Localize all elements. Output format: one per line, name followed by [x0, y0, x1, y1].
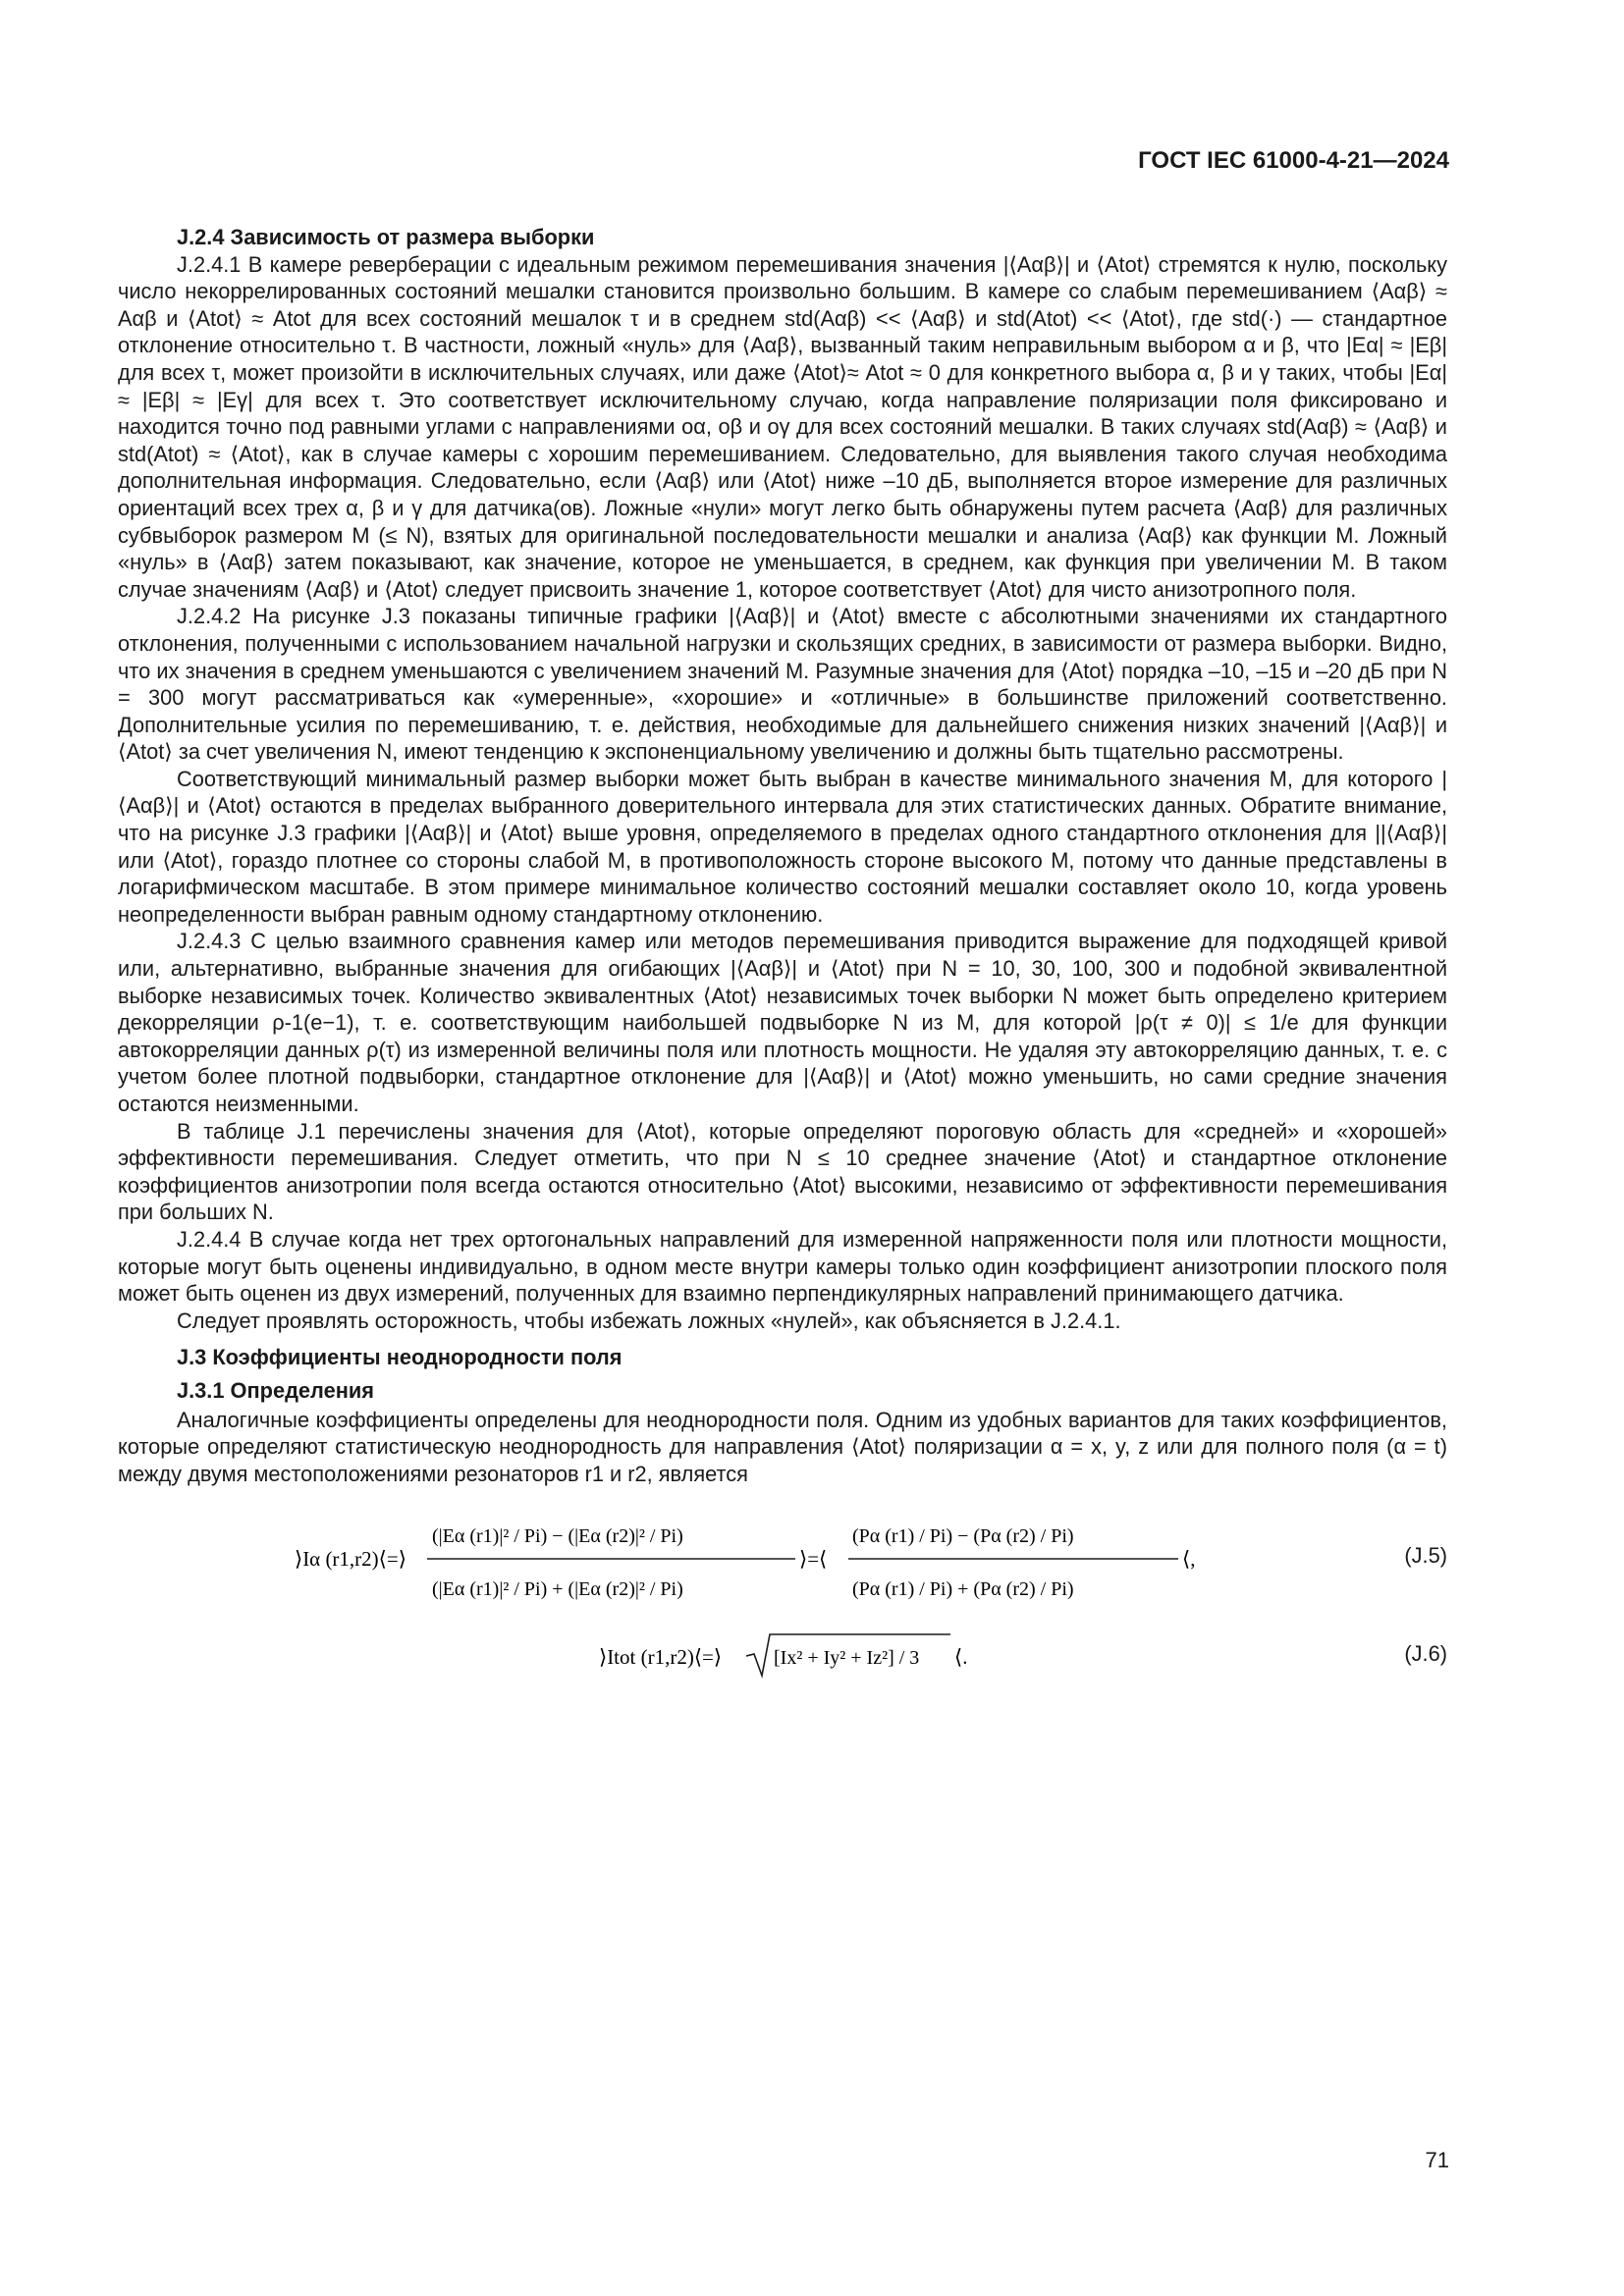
section-heading-j3: J.3 Коэффициенты неоднородности поля — [177, 1345, 623, 1370]
formula-j5-numerator-right: (Pα (r1) / Pi) − (Pα (r2) / Pi) — [852, 1525, 1074, 1548]
paragraph-caution: Следует проявлять осторожность, чтобы избежать ложных «нулей», как объясняется в J.2.4.1. — [177, 1308, 1121, 1333]
formula-j5-tail: ⟨, — [1182, 1547, 1196, 1572]
formula-j6-radicand: [Ix² + Iy² + Iz²] / 3 — [774, 1647, 920, 1670]
formula-j5-denominator-right: (Pα (r1) / Pi) + (Pα (r2) / Pi) — [852, 1578, 1074, 1601]
formula-j5-equals: ⟩=⟨ — [799, 1547, 828, 1572]
formula-j5-graphic — [118, 1505, 1296, 1615]
paragraph-j31: Аналогичные коэффициенты определены для неоднородности поля. Одним из удобных вариантов для таких коэффициентов, которые определяют статистическую неоднородность для направления ⟨Atot⟩ поляризации α = x, y, z или для полного поля (α = t) между двумя местоположениями резонаторов r1 и r2, является — [118, 1407, 1447, 1486]
formula-j6-tail: ⟨. — [954, 1645, 968, 1670]
formula-j5-denominator-left: (|Eα (r1)|² / Pi) + (|Eα (r2)|² / Pi) — [432, 1578, 683, 1601]
formula-j6 — [118, 1629, 1447, 1689]
paragraph-j244: J.2.4.4 В случае когда нет трех ортогональных направлений для измеренной напряженности поля или плотности мощности, которые могут быть оценены индивидуально, в одном месте внутри камеры только один коэффициент анизотропии плоского поля может быть оценен из двух измерений, полученных для взаимно перпендикулярных направлений принимающего датчика. — [118, 1226, 1447, 1307]
page-number: 71 — [1425, 2148, 1449, 2172]
paragraph-j243: J.2.4.3 С целью взаимного сравнения камер или методов перемешивания приводится выражение для подходящей кривой или, альтернативно, выбранные значения для огибающих |⟨Aαβ⟩| и ⟨Atot⟩ при N = 10, 30, 100, 300 и подобной эквивалентной выборке независимых точек. Количество эквивалентных ⟨Atot⟩ независимых точек выборки N может быть определено критерием декорреляции ρ-1(e−1), т. е. соответствующим наибольшей подвыборке N из M, для которой |ρ(τ ≠ 0)| ≤ 1/e для функции автокорреляции данных ρ(τ) из измеренной величины поля или плотность мощности. Не удаляя эту автокорреляцию данных, т. е. с учетом более плотной подвыборки, стандартное отклонение для |⟨Aαβ⟩| и ⟨Atot⟩ можно уменьшить, но сами средние значения остаются неизменными. — [118, 929, 1447, 1116]
paragraph-j242: J.2.4.2 На рисунке J.3 показаны типичные графики |⟨Aαβ⟩| и ⟨Atot⟩ вместе с абсолютными значениями их стандартного отклонения, полученными с использованием начальной нагрузки и скользящих средних, в зависимости от размера выборки. Видно, что их значения в среднем уменьшаются с увеличением значений M. Разумные значения для ⟨Atot⟩ порядка –10, –15 и –20 дБ при N = 300 могут рассматриваться как «умеренные», «хорошие» и «отличные» в большинстве приложений соответственно. Дополнительные усилия по перемешиванию, т. е. действия, необходимые для дальнейшего снижения низких значений |⟨Aαβ⟩| и ⟨Atot⟩ за счет увеличения N, имеют тенденцию к экспоненциальному увеличению и должны быть тщательно рассмотрены. — [118, 604, 1447, 765]
formula-j6-lhs: ⟩Itot (r1,r2)⟨=⟩ — [599, 1645, 723, 1670]
formula-j5 — [118, 1505, 1447, 1615]
section-heading-j24: J.2.4 Зависимость от размера выборки — [177, 225, 595, 249]
formula-j6-graphic — [118, 1629, 1296, 1689]
section-heading-j31: J.3.1 Определения — [177, 1377, 375, 1403]
paragraph-min-sample: Соответствующий минимальный размер выборки может быть выбран в качестве минимального значения M, для которого |⟨Aαβ⟩| и ⟨Atot⟩ остаются в пределах выбранного доверительного интервала для этих статистических данных. Обратите внимание, что на рисунке J.3 графики |⟨Aαβ⟩| и ⟨Atot⟩ выше уровня, определяемого в пределах одного стандартного отклонения для ||⟨Aαβ⟩| или ⟨Atot⟩, гораздо плотнее со стороны слабой M, в противоположность стороне высокого M, потому что данные представлены в логарифмическом масштабе. В этом примере минимальное количество состояний мешалки составляет около 10, когда уровень неопределенности выбран равным одному стандартному отклонению. — [118, 766, 1447, 927]
formula-j5-numerator-left: (|Eα (r1)|² / Pi) − (|Eα (r2)|² / Pi) — [432, 1525, 683, 1548]
document-header: ГОСТ IEC 61000-4-21—2024 — [1138, 147, 1449, 174]
formula-j5-number: (J.5) — [1404, 1543, 1447, 1569]
formula-j6-number: (J.6) — [1404, 1641, 1447, 1667]
paragraph-j241: J.2.4.1 В камере реверберации с идеальным режимом перемешивания значения |⟨Aαβ⟩| и ⟨Atot⟩ стремятся к нулю, поскольку число некоррелированных состояний мешалки становится произвольно большим. В камере со слабым перемешиванием ⟨Aαβ⟩ ≈ Aαβ и ⟨Atot⟩ ≈ Atot для всех состояний мешалок τ и в среднем std(Aαβ) << ⟨Aαβ⟩ и std(Atot) << ⟨Atot⟩, где std(·) — стандартное отклонение относительно τ. В частности, ложный «нуль» для ⟨Aαβ⟩, вызванный таким неправильным выбором α и β, что |Eα| ≈ |Eβ| для всех τ, может произойти в исключительных случаях, или даже ⟨Atot⟩≈ Atot ≈ 0 для конкретного выбора α, β и γ таких, чтобы |Eα| ≈ |Eβ| ≈ |Eγ| для всех τ. Это соответствует исключительному случаю, когда направление поляризации поля фиксировано и находится точно под равными углами с направлениями оα, оβ и оγ для всех состояний мешалки. В таких случаях std(Aαβ) ≈ ⟨Aαβ⟩ и std(Atot) ≈ ⟨Atot⟩, как в случае камеры с хорошим перемешиванием. Следовательно, для выявления такого случая необходима дополнительная информация. Следовательно, если ⟨Aαβ⟩ или ⟨Atot⟩ ниже –10 дБ, выполняется второе измерение для различных ориентаций всех трех α, β и γ для датчика(ов). Ложные «нули» могут легко быть обнаружены путем расчета ⟨Aαβ⟩ для различных субвыборок размером M (≤ N), взятых для оригинальной последовательности мешалки и анализа ⟨Aαβ⟩ как функции M. Ложный «нуль» в ⟨Aαβ⟩ затем показывают, как значение, которое не уменьшается, в среднем, как функция при увеличении M. В таком случае значениям ⟨Aαβ⟩ и ⟨Atot⟩ следует присвоить значение 1, которое соответствует ⟨Atot⟩ для чисто анизотропного поля. — [118, 251, 1447, 602]
paragraph-table-j1: В таблице J.1 перечислены значения для ⟨Atot⟩, которые определяют пороговую область для «средней» и «хорошей» эффективности перемешивания. Следует отметить, что при N ≤ 10 среднее значение ⟨Atot⟩ и стандартное отклонение коэффициентов анизотропии поля всегда остаются относительно ⟨Atot⟩ высокими, независимо от эффективности перемешивания при больших N. — [118, 1118, 1447, 1225]
document-body — [118, 224, 1447, 1689]
formula-j5-lhs: ⟩Iα (r1,r2)⟨=⟩ — [295, 1547, 406, 1572]
